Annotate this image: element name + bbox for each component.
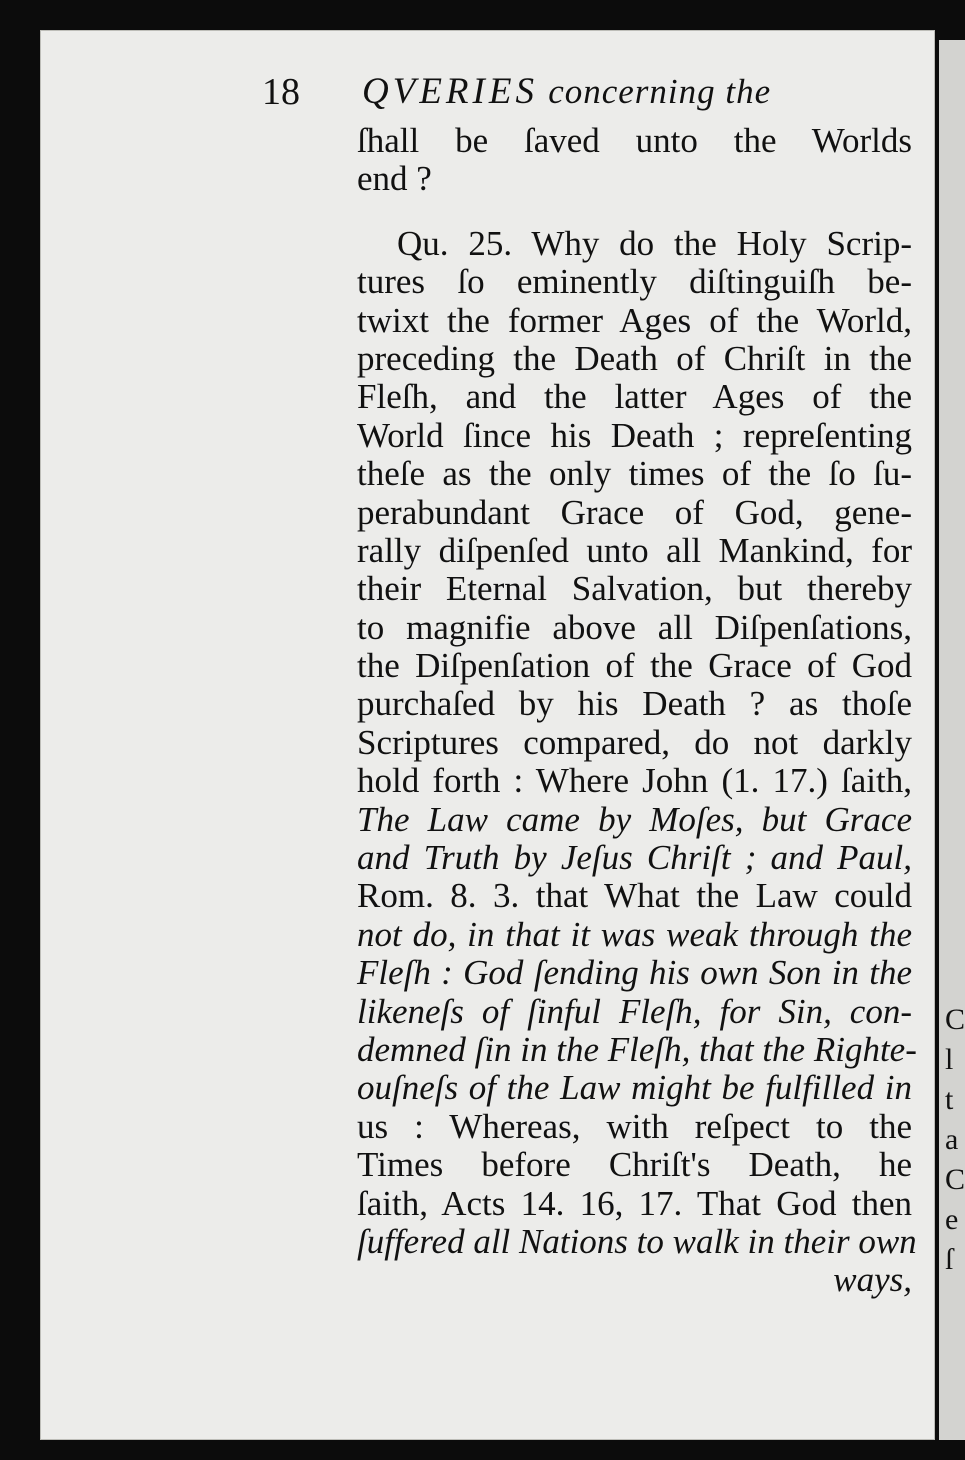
text-line: end ?: [357, 159, 432, 199]
text-line: Rom. 8. 3. that What the Law could: [357, 876, 912, 916]
text-line: tures ſo eminently diſtinguiſh be-: [357, 262, 912, 302]
page-number: 18: [262, 71, 300, 113]
running-head-caps: QVERIES: [362, 71, 538, 112]
running-head: [362, 70, 771, 113]
text-line: and Truth by Jeſus Chriſt ; and Paul,: [357, 838, 912, 878]
facing-letter: C: [945, 1163, 965, 1196]
text-line: purchaſed by his Death ? as thoſe: [357, 684, 912, 724]
text-line: ſaith, Acts 14. 16, 17. That God then: [357, 1183, 912, 1223]
text-line: twixt the former Ages of the World,: [357, 300, 912, 340]
facing-page-edge: [935, 0, 965, 1460]
text-line: demned ſin in the Fleſh, that the Righte-: [357, 1029, 917, 1069]
facing-letter: t: [945, 1083, 954, 1116]
catchword: ways,: [833, 1260, 912, 1300]
page-text: [262, 70, 917, 1300]
facing-letter: C: [945, 1003, 965, 1036]
text-line: The Law came by Moſes, but Grace: [357, 799, 912, 839]
text-line: likeneſs of ſinful Fleſh, for Sin, con-: [357, 991, 912, 1031]
text-line: Fleſh : God ſending his own Son in the: [357, 953, 912, 993]
facing-letter: ſ: [945, 1243, 954, 1276]
text-line: ſhall be ſaved unto the Worlds: [357, 121, 912, 160]
text-line: Scriptures compared, do not darkly: [357, 722, 912, 762]
text-line: not do, in that it was weak through the: [357, 914, 912, 954]
paragraph-gap: [357, 199, 912, 225]
text-line: Times before Chriſt's Death, he: [357, 1145, 912, 1185]
text-line: preceding the Death of Chriſt in the: [357, 338, 912, 378]
running-header: [262, 70, 912, 122]
text-line: the Diſpenſation of the Grace of God: [357, 646, 912, 686]
text-line: to magnifie above all Diſpenſations,: [357, 607, 912, 647]
facing-letter: e: [945, 1203, 959, 1236]
text-line: ſuffered all Nations to walk in their own: [357, 1221, 917, 1261]
text-line: rally diſpenſed unto all Mankind, for: [357, 530, 912, 570]
facing-letter: a: [945, 1123, 959, 1156]
text-line: us : Whereas, with reſpect to the: [357, 1106, 912, 1146]
text-line: their Eternal Salvation, but thereby: [357, 569, 912, 609]
text-line: Fleſh, and the latter Ages of the: [357, 377, 912, 417]
text-line: ouſneſs of the Law might be fulfilled in: [357, 1068, 912, 1108]
text-line: hold forth : Where John (1. 17.) ſaith,: [357, 761, 912, 801]
text-line: theſe as the only times of the ſo ſu-: [357, 454, 912, 494]
text-line: Qu. 25. Why do the Holy Scrip-: [397, 223, 912, 263]
facing-letter: l: [945, 1043, 954, 1076]
text-line: World ſince his Death ; repreſenting: [357, 415, 912, 455]
facing-page-letters: [945, 1000, 963, 1280]
text-line: perabundant Grace of God, gene-: [357, 492, 912, 532]
running-head-rest: concerning the: [548, 72, 772, 111]
